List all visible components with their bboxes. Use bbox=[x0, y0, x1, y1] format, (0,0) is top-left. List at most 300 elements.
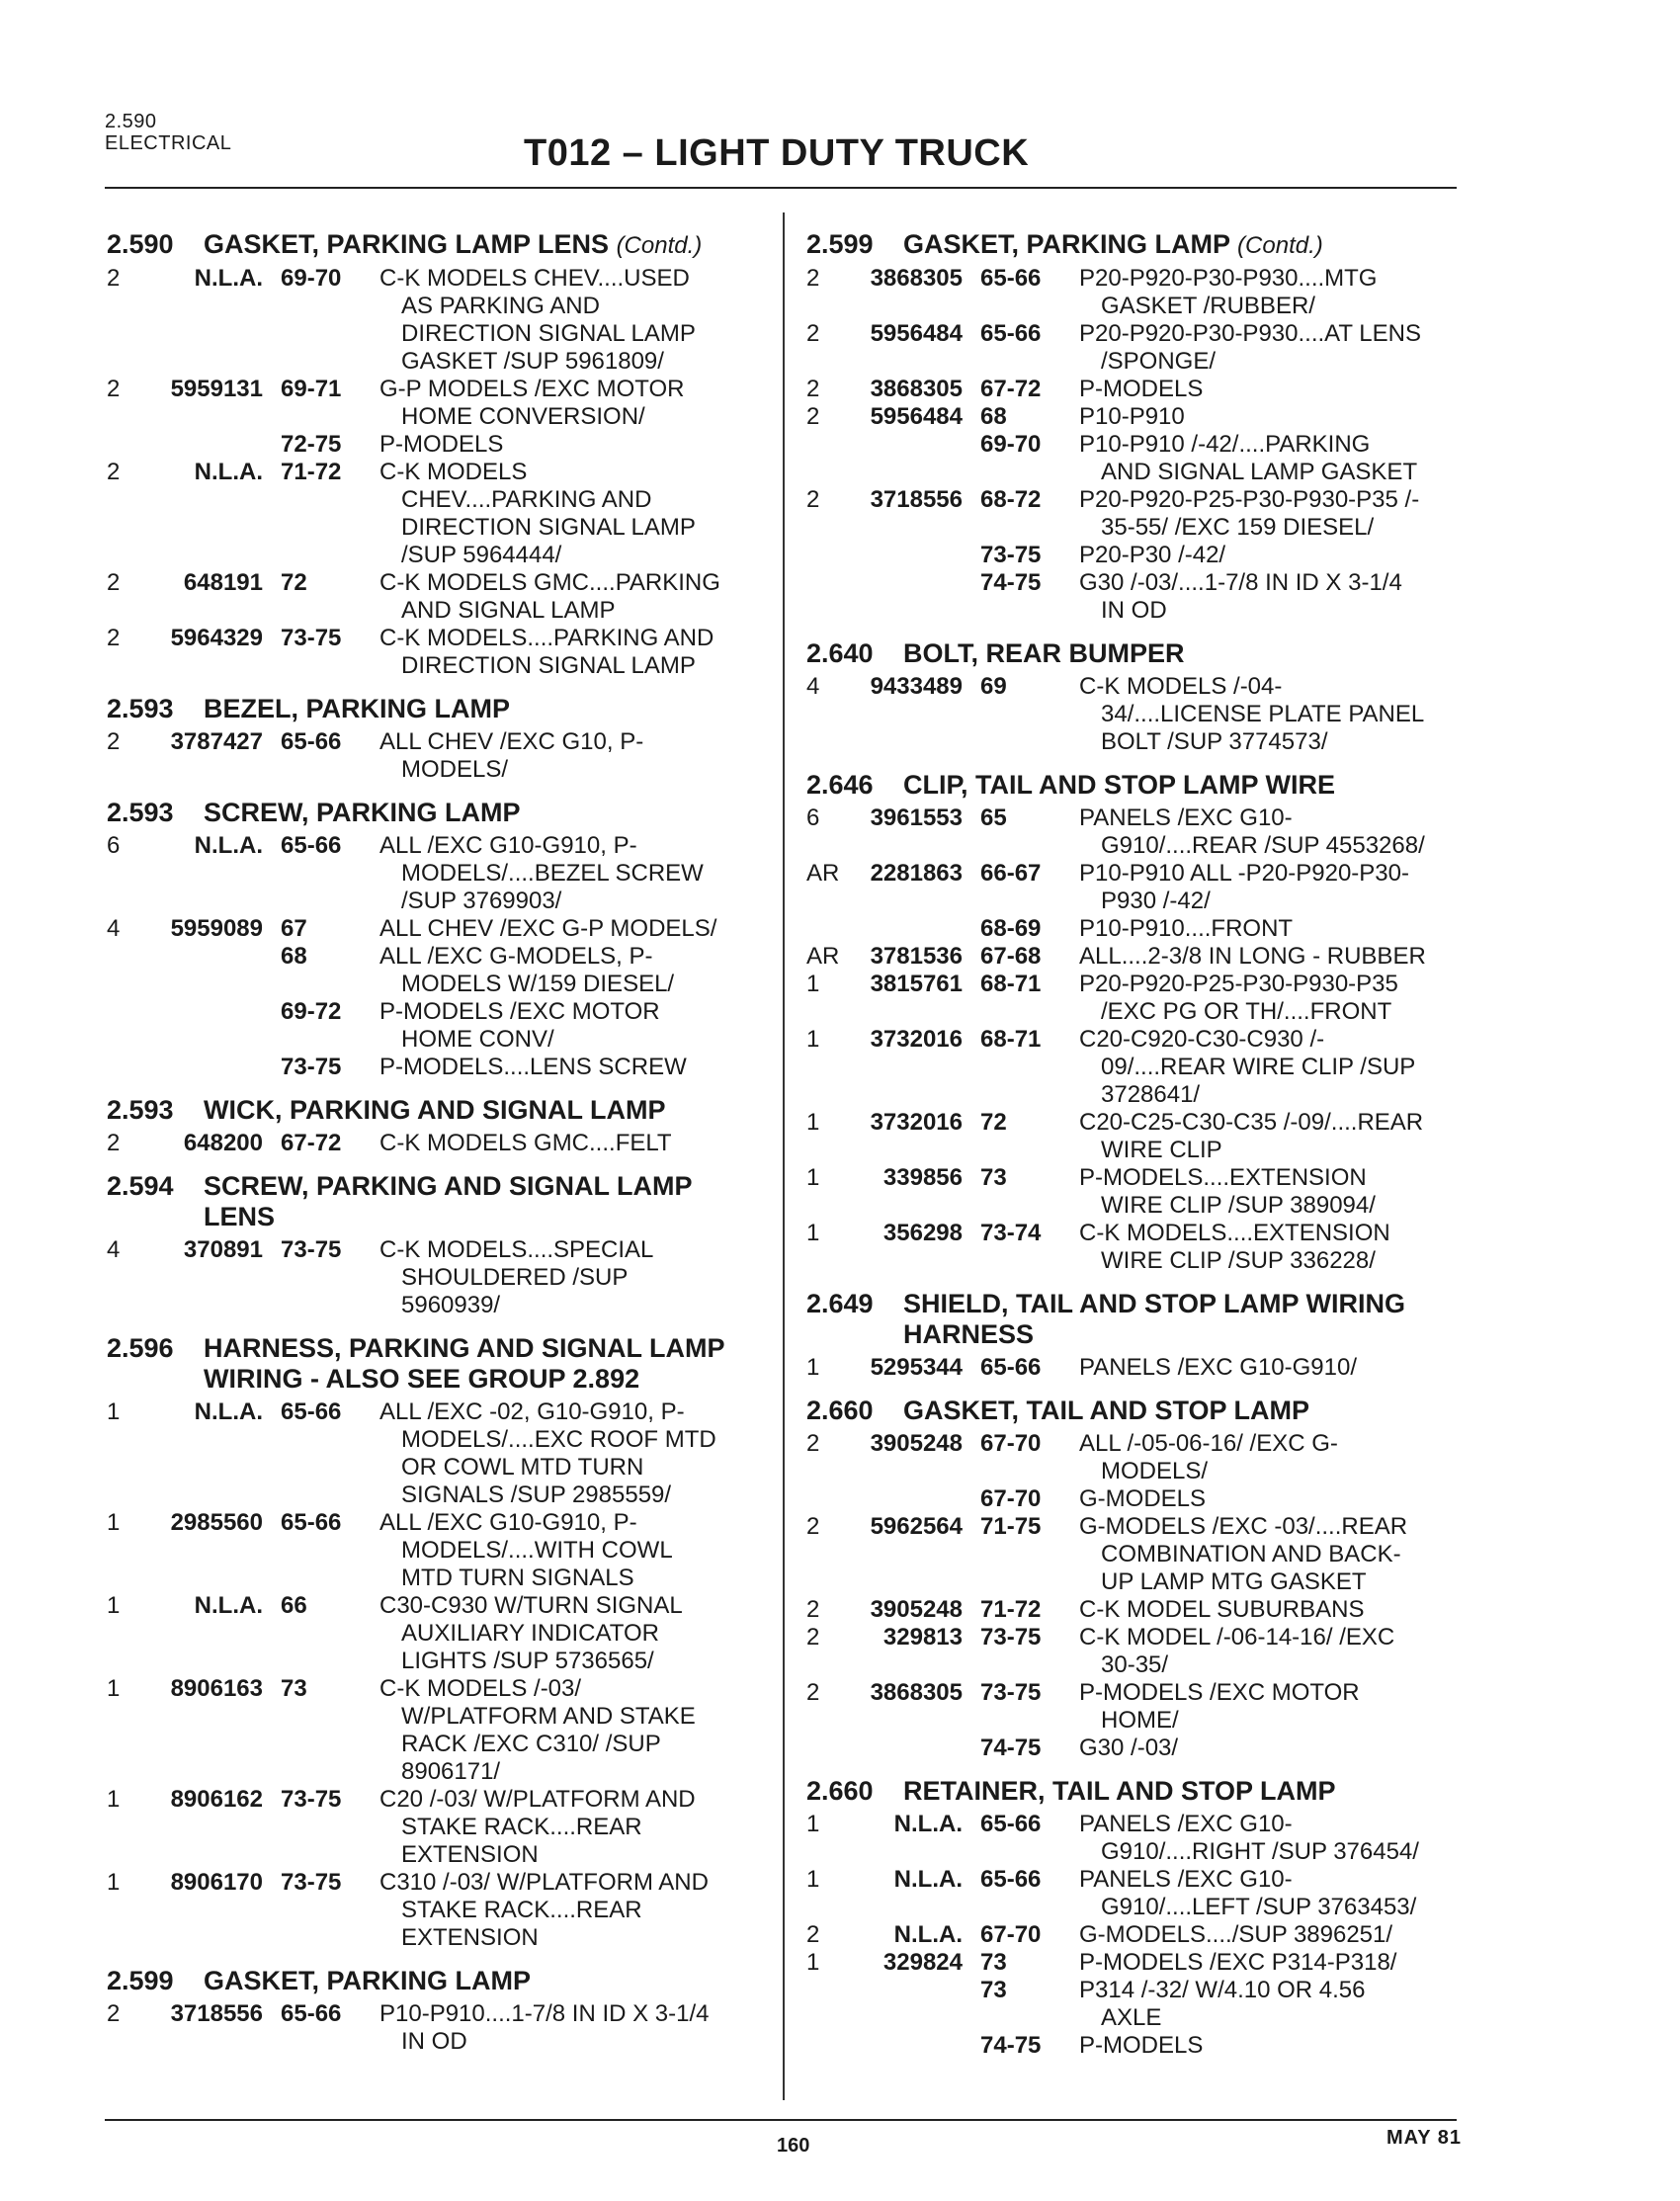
part-row bbox=[107, 943, 769, 998]
description-line: CHEV....PARKING AND bbox=[401, 486, 652, 513]
section-number: 2.646 bbox=[806, 770, 874, 800]
quantity: 1 bbox=[806, 1866, 820, 1893]
section-name-wrap bbox=[204, 229, 769, 261]
part-description bbox=[1079, 2032, 1459, 2060]
description-line: EXTENSION bbox=[401, 1924, 539, 1951]
description-line: C-K MODELS /-03/ bbox=[379, 1675, 582, 1702]
description-line: AND SIGNAL LAMP bbox=[401, 597, 616, 624]
part-description bbox=[379, 1130, 769, 1157]
part-description bbox=[1079, 1220, 1459, 1275]
description-line: P-MODELS bbox=[379, 431, 504, 458]
quantity: 1 bbox=[107, 1592, 121, 1619]
model-years: 72 bbox=[281, 569, 307, 596]
part-row bbox=[107, 1054, 769, 1081]
part-description bbox=[1079, 265, 1459, 320]
quantity: 2 bbox=[107, 728, 121, 755]
page-number: 160 bbox=[777, 2135, 810, 2157]
model-years: 67 bbox=[281, 915, 307, 942]
part-number: 3718556 bbox=[870, 486, 963, 513]
part-number: 8906170 bbox=[170, 1869, 263, 1896]
section-heading bbox=[806, 1289, 1459, 1350]
section-number: 2.660 bbox=[806, 1776, 874, 1806]
part-number bbox=[856, 1485, 980, 1513]
part-row bbox=[107, 1130, 769, 1157]
model-years: 69-70 bbox=[980, 431, 1042, 458]
section-name-wrap bbox=[204, 798, 769, 828]
quantity: 1 bbox=[107, 1675, 121, 1702]
description-line: P10-P910 bbox=[1079, 403, 1185, 430]
part-row bbox=[107, 1786, 769, 1869]
description-line: ALL /EXC G-MODELS, P- bbox=[379, 943, 653, 970]
model-years: 73-75 bbox=[281, 1236, 342, 1263]
description-line: P-MODELS....EXTENSION bbox=[1079, 1164, 1367, 1191]
quantity: 1 bbox=[806, 1220, 820, 1246]
description-line: STAKE RACK....REAR bbox=[401, 1897, 642, 1923]
quantity bbox=[806, 1977, 856, 2032]
part-row bbox=[806, 1624, 1459, 1679]
part-number: 5956484 bbox=[870, 403, 963, 430]
part-description bbox=[1079, 1977, 1459, 2032]
description-line: IN OD bbox=[401, 2028, 467, 2055]
quantity: AR bbox=[806, 943, 840, 970]
description-line: C30-C930 W/TURN SIGNAL bbox=[379, 1592, 683, 1619]
part-row bbox=[806, 1164, 1459, 1220]
model-years: 65-66 bbox=[281, 1509, 342, 1536]
section-heading bbox=[806, 638, 1459, 669]
description-line: 34/....LICENSE PLATE PANEL bbox=[1101, 701, 1425, 727]
quantity bbox=[806, 569, 856, 625]
quantity: 2 bbox=[107, 265, 121, 292]
section-name: GASKET, TAIL AND STOP LAMP bbox=[903, 1396, 1310, 1425]
part-row bbox=[806, 860, 1459, 915]
section-name: BEZEL, PARKING LAMP bbox=[204, 694, 510, 723]
quantity bbox=[107, 998, 156, 1054]
part-description bbox=[1079, 320, 1459, 376]
section-heading bbox=[107, 694, 769, 724]
part-number: 5964329 bbox=[170, 625, 263, 651]
model-years: 68-71 bbox=[980, 1026, 1042, 1053]
part-description bbox=[379, 459, 769, 569]
part-number: N.L.A. bbox=[893, 1866, 963, 1893]
part-number bbox=[856, 569, 980, 625]
part-row bbox=[806, 569, 1459, 625]
quantity: 2 bbox=[107, 569, 121, 596]
part-description bbox=[379, 265, 769, 376]
part-description bbox=[379, 569, 769, 625]
part-number bbox=[856, 2032, 980, 2060]
description-line: AUXILIARY INDICATOR bbox=[401, 1620, 659, 1647]
quantity: 2 bbox=[806, 320, 820, 347]
quantity: 1 bbox=[107, 1509, 121, 1536]
part-description bbox=[1079, 1624, 1459, 1679]
section-number: 2.660 bbox=[806, 1396, 874, 1425]
quantity: 4 bbox=[107, 915, 121, 942]
quantity: 2 bbox=[806, 265, 820, 292]
part-row bbox=[107, 1592, 769, 1675]
part-row bbox=[806, 1596, 1459, 1624]
description-line: G-MODELS /EXC -03/....REAR bbox=[1079, 1513, 1408, 1540]
quantity: 4 bbox=[107, 1236, 121, 1263]
part-row bbox=[806, 1921, 1459, 1949]
part-number: 5959131 bbox=[170, 376, 263, 402]
part-row bbox=[806, 915, 1459, 943]
part-number: 5959089 bbox=[170, 915, 263, 942]
model-years: 73-75 bbox=[281, 1869, 342, 1896]
part-row bbox=[107, 1509, 769, 1592]
part-number: 3868305 bbox=[870, 265, 963, 292]
part-description bbox=[379, 832, 769, 915]
part-description bbox=[1079, 1735, 1459, 1762]
description-line: C-K MODELS....SPECIAL bbox=[379, 1236, 654, 1263]
description-line: WIRE CLIP /SUP 336228/ bbox=[1101, 1247, 1376, 1274]
part-description bbox=[1079, 1485, 1459, 1513]
corner-category: ELECTRICAL bbox=[105, 132, 232, 154]
part-row bbox=[806, 486, 1459, 542]
quantity: 6 bbox=[107, 832, 121, 859]
quantity: 1 bbox=[806, 1164, 820, 1191]
part-row bbox=[806, 1220, 1459, 1275]
section-name-wrap bbox=[903, 638, 1459, 669]
model-years: 65-66 bbox=[980, 320, 1042, 347]
description-line: MODELS/ bbox=[1101, 1458, 1209, 1484]
part-number bbox=[156, 998, 281, 1054]
footer-rule bbox=[105, 2119, 1457, 2121]
part-row bbox=[806, 2032, 1459, 2060]
quantity: 2 bbox=[107, 1130, 121, 1156]
description-line: ALL /-05-06-16/ /EXC G- bbox=[1079, 1430, 1338, 1457]
part-number: 8906162 bbox=[170, 1786, 263, 1813]
part-description bbox=[1079, 971, 1459, 1026]
part-description bbox=[1079, 1026, 1459, 1109]
model-years: 67-68 bbox=[980, 943, 1042, 970]
model-years: 73-75 bbox=[980, 1679, 1042, 1706]
part-row bbox=[806, 1430, 1459, 1485]
part-number: 339856 bbox=[882, 1164, 963, 1191]
section-heading bbox=[107, 1966, 769, 1996]
description-line: COMBINATION AND BACK- bbox=[1101, 1541, 1401, 1567]
model-years: 74-75 bbox=[980, 569, 1042, 596]
model-years: 73 bbox=[980, 1977, 1007, 2003]
section-name: SHIELD, TAIL AND STOP LAMP WIRING HARNESS bbox=[903, 1289, 1406, 1349]
page-title: T012 – LIGHT DUTY TRUCK bbox=[524, 132, 1030, 174]
part-row bbox=[806, 804, 1459, 860]
description-line: WIRE CLIP bbox=[1101, 1137, 1222, 1163]
description-line: BOLT /SUP 3774573/ bbox=[1101, 728, 1328, 755]
section-name: GASKET, PARKING LAMP LENS bbox=[204, 229, 610, 259]
quantity: 4 bbox=[806, 673, 820, 700]
part-number bbox=[856, 542, 980, 569]
section-spacer bbox=[107, 1157, 769, 1167]
part-number: 3868305 bbox=[870, 376, 963, 402]
part-number bbox=[856, 1735, 980, 1762]
part-number: N.L.A. bbox=[194, 1592, 263, 1619]
quantity: 2 bbox=[107, 2000, 121, 2027]
quantity: 2 bbox=[806, 376, 820, 402]
part-number: 3781536 bbox=[870, 943, 963, 970]
section-name-wrap bbox=[903, 229, 1459, 261]
description-line: P20-P920-P30-P930....MTG bbox=[1079, 265, 1378, 292]
description-line: AS PARKING AND bbox=[401, 293, 600, 319]
model-years: 73 bbox=[281, 1675, 307, 1702]
description-line: SIGNALS /SUP 2985559/ bbox=[401, 1481, 672, 1508]
description-line: C20-C25-C30-C35 /-09/....REAR bbox=[1079, 1109, 1424, 1136]
part-description bbox=[379, 943, 769, 998]
model-years: 68-72 bbox=[980, 486, 1042, 513]
model-years: 67-70 bbox=[980, 1921, 1042, 1948]
part-description bbox=[1079, 1679, 1459, 1735]
description-line: P-MODELS bbox=[1079, 2032, 1204, 2059]
section-corner-label bbox=[105, 111, 231, 154]
section-number: 2.596 bbox=[107, 1333, 174, 1363]
quantity: 2 bbox=[806, 486, 820, 513]
part-number bbox=[156, 1054, 281, 1081]
description-line: P10-P910....FRONT bbox=[1079, 915, 1294, 942]
part-number bbox=[856, 915, 980, 943]
model-years: 65-66 bbox=[281, 832, 342, 859]
description-line: 35-55/ /EXC 159 DIESEL/ bbox=[1101, 514, 1375, 541]
description-line: EXTENSION bbox=[401, 1841, 539, 1868]
header-rule bbox=[105, 187, 1457, 189]
part-number bbox=[856, 1977, 980, 2032]
model-years: 72-75 bbox=[281, 431, 342, 458]
description-line: P20-P920-P25-P30-P930-P35 /- bbox=[1079, 486, 1420, 513]
part-number: 648191 bbox=[183, 569, 263, 596]
description-line: G-P MODELS /EXC MOTOR bbox=[379, 376, 685, 402]
left-column bbox=[107, 225, 769, 2066]
description-line: /EXC PG OR TH/....FRONT bbox=[1101, 998, 1392, 1025]
quantity: 2 bbox=[806, 1624, 820, 1651]
description-line: RACK /EXC C310/ /SUP bbox=[401, 1731, 661, 1757]
model-years: 67-70 bbox=[980, 1430, 1042, 1457]
part-description bbox=[1079, 1430, 1459, 1485]
part-row bbox=[107, 2000, 769, 2056]
section-number: 2.599 bbox=[806, 229, 874, 259]
part-description bbox=[1079, 1596, 1459, 1624]
part-row bbox=[806, 1354, 1459, 1382]
model-years: 73-75 bbox=[281, 1054, 342, 1080]
quantity: 1 bbox=[107, 1786, 121, 1813]
description-line: C20-C920-C30-C930 /- bbox=[1079, 1026, 1325, 1053]
part-row bbox=[806, 1513, 1459, 1596]
description-line: P930 /-42/ bbox=[1101, 888, 1211, 914]
quantity: 6 bbox=[806, 804, 820, 831]
description-line: G30 /-03/....1-7/8 IN ID X 3-1/4 bbox=[1079, 569, 1402, 596]
description-line: G910/....REAR /SUP 4553268/ bbox=[1101, 832, 1425, 859]
part-row bbox=[806, 971, 1459, 1026]
description-line: SHOULDERED /SUP bbox=[401, 1264, 629, 1291]
description-line: STAKE RACK....REAR bbox=[401, 1814, 642, 1840]
part-description bbox=[379, 1786, 769, 1869]
section-heading bbox=[107, 229, 769, 261]
quantity bbox=[806, 542, 856, 569]
part-description bbox=[1079, 569, 1459, 625]
description-line: /SPONGE/ bbox=[1101, 348, 1217, 375]
part-description bbox=[379, 998, 769, 1054]
section-name-wrap bbox=[903, 1289, 1459, 1350]
part-number: N.L.A. bbox=[194, 265, 263, 292]
part-row bbox=[107, 1398, 769, 1509]
part-description bbox=[1079, 673, 1459, 756]
description-line: C-K MODELS bbox=[379, 459, 528, 485]
section-number: 2.599 bbox=[107, 1966, 174, 1995]
part-number: 356298 bbox=[882, 1220, 963, 1246]
part-number: 329824 bbox=[882, 1949, 963, 1976]
model-years: 71-75 bbox=[980, 1513, 1042, 1540]
column-divider bbox=[783, 212, 785, 2100]
section-name: RETAINER, TAIL AND STOP LAMP bbox=[903, 1776, 1336, 1806]
corner-section-number: 2.590 bbox=[105, 111, 157, 132]
part-description bbox=[1079, 1811, 1459, 1866]
part-row bbox=[107, 1236, 769, 1319]
quantity bbox=[107, 943, 156, 998]
description-line: P10-P910 ALL -P20-P920-P30- bbox=[1079, 860, 1409, 887]
model-years: 65-66 bbox=[980, 265, 1042, 292]
description-line: P-MODELS /EXC MOTOR bbox=[379, 998, 660, 1025]
description-line: P-MODELS....LENS SCREW bbox=[379, 1054, 687, 1080]
part-description bbox=[1079, 403, 1459, 431]
model-years: 65-66 bbox=[281, 728, 342, 755]
quantity: 1 bbox=[806, 1949, 820, 1976]
quantity: 2 bbox=[806, 1430, 820, 1457]
quantity: 1 bbox=[806, 1811, 820, 1837]
section-name: CLIP, TAIL AND STOP LAMP WIRE bbox=[903, 770, 1336, 800]
description-line: C310 /-03/ W/PLATFORM AND bbox=[379, 1869, 709, 1896]
description-line: MTD TURN SIGNALS bbox=[401, 1565, 634, 1591]
quantity: 2 bbox=[806, 1921, 820, 1948]
section-spacer bbox=[806, 1762, 1459, 1772]
description-line: HOME/ bbox=[1101, 1707, 1179, 1734]
model-years: 73-75 bbox=[980, 1624, 1042, 1651]
part-description bbox=[379, 2000, 769, 2056]
model-years: 74-75 bbox=[980, 2032, 1042, 2059]
quantity bbox=[806, 2032, 856, 2060]
part-row bbox=[806, 542, 1459, 569]
part-number: 3732016 bbox=[870, 1026, 963, 1053]
quantity: 1 bbox=[806, 1109, 820, 1136]
continued-label: (Contd.) bbox=[616, 232, 703, 259]
section-spacer bbox=[806, 625, 1459, 635]
model-years: 68 bbox=[281, 943, 307, 970]
description-line: C-K MODELS....EXTENSION bbox=[1079, 1220, 1390, 1246]
part-description bbox=[379, 1509, 769, 1592]
part-description bbox=[379, 1398, 769, 1509]
model-years: 69 bbox=[980, 673, 1007, 700]
section-name: SCREW, PARKING LAMP bbox=[204, 798, 521, 827]
part-row bbox=[107, 728, 769, 784]
part-description bbox=[1079, 1949, 1459, 1977]
part-row bbox=[806, 1026, 1459, 1109]
section-spacer bbox=[107, 1081, 769, 1091]
section-spacer bbox=[806, 2060, 1459, 2070]
part-description bbox=[379, 431, 769, 459]
description-line: W/PLATFORM AND STAKE bbox=[401, 1703, 696, 1730]
section-name: SCREW, PARKING AND SIGNAL LAMP LENS bbox=[204, 1171, 693, 1231]
quantity: 2 bbox=[107, 625, 121, 651]
model-years: 73-74 bbox=[980, 1220, 1042, 1246]
description-line: ALL /EXC G10-G910, P- bbox=[379, 832, 637, 859]
model-years: 67-70 bbox=[980, 1485, 1042, 1512]
description-line: P-MODELS /EXC MOTOR bbox=[1079, 1679, 1360, 1706]
description-line: PANELS /EXC G10- bbox=[1079, 1811, 1293, 1837]
part-row bbox=[806, 1109, 1459, 1164]
description-line: G-MODELS bbox=[1079, 1485, 1207, 1512]
model-years: 67-72 bbox=[980, 376, 1042, 402]
revision-date: MAY 81 bbox=[1386, 2127, 1463, 2149]
section-heading bbox=[806, 229, 1459, 261]
description-line: P-MODELS /EXC P314-P318/ bbox=[1079, 1949, 1397, 1976]
model-years: 68 bbox=[980, 403, 1007, 430]
model-years: 67-72 bbox=[281, 1130, 342, 1156]
description-line: AXLE bbox=[1101, 2004, 1162, 2031]
quantity: 2 bbox=[107, 459, 121, 485]
description-line: ALL /EXC G10-G910, P- bbox=[379, 1509, 637, 1536]
section-heading bbox=[107, 798, 769, 828]
part-row bbox=[107, 265, 769, 376]
part-row bbox=[806, 1866, 1459, 1921]
part-description bbox=[1079, 542, 1459, 569]
part-description bbox=[1079, 376, 1459, 403]
model-years: 73-75 bbox=[281, 1786, 342, 1813]
section-number: 2.593 bbox=[107, 694, 174, 723]
part-description bbox=[1079, 1866, 1459, 1921]
part-number: 3905248 bbox=[870, 1430, 963, 1457]
model-years: 73 bbox=[980, 1949, 1007, 1976]
part-row bbox=[107, 832, 769, 915]
part-number bbox=[856, 431, 980, 486]
part-number: 3732016 bbox=[870, 1109, 963, 1136]
part-number: 329813 bbox=[882, 1624, 963, 1651]
section-spacer bbox=[107, 680, 769, 690]
part-number: N.L.A. bbox=[194, 459, 263, 485]
part-row bbox=[107, 998, 769, 1054]
part-number: 2985560 bbox=[170, 1509, 263, 1536]
part-number bbox=[156, 943, 281, 998]
section-name-wrap bbox=[204, 1333, 769, 1395]
part-description bbox=[379, 1592, 769, 1675]
part-row bbox=[806, 1811, 1459, 1866]
description-line: HOME CONV/ bbox=[401, 1026, 554, 1053]
description-line: P-MODELS bbox=[1079, 376, 1204, 402]
part-description bbox=[379, 1869, 769, 1952]
description-line: DIRECTION SIGNAL LAMP bbox=[401, 514, 696, 541]
description-line: 5960939/ bbox=[401, 1292, 501, 1318]
description-line: G910/....RIGHT /SUP 376454/ bbox=[1101, 1838, 1419, 1865]
model-years: 69-70 bbox=[281, 265, 342, 292]
part-number: 9433489 bbox=[870, 673, 963, 700]
part-number: 5962564 bbox=[870, 1513, 963, 1540]
quantity bbox=[806, 431, 856, 486]
description-line: P10-P910....1-7/8 IN ID X 3-1/4 bbox=[379, 2000, 710, 2027]
description-line: PANELS /EXC G10- bbox=[1079, 804, 1293, 831]
part-row bbox=[107, 459, 769, 569]
section-spacer bbox=[107, 2056, 769, 2066]
description-line: MODELS/....EXC ROOF MTD bbox=[401, 1426, 716, 1453]
model-years: 73-75 bbox=[281, 625, 342, 651]
part-number: 3961553 bbox=[870, 804, 963, 831]
description-line: C-K MODEL /-06-14-16/ /EXC bbox=[1079, 1624, 1395, 1651]
part-description bbox=[1079, 1164, 1459, 1220]
description-line: /SUP 3769903/ bbox=[401, 888, 562, 914]
quantity bbox=[806, 1735, 856, 1762]
description-line: ALL /EXC -02, G10-G910, P- bbox=[379, 1398, 685, 1425]
part-description bbox=[379, 1236, 769, 1319]
description-line: 09/....REAR WIRE CLIP /SUP bbox=[1101, 1054, 1416, 1080]
part-number bbox=[156, 431, 281, 459]
description-line: C20 /-03/ W/PLATFORM AND bbox=[379, 1786, 696, 1813]
description-line: MODELS/....BEZEL SCREW bbox=[401, 860, 704, 887]
description-line: /SUP 5964444/ bbox=[401, 542, 562, 568]
model-years: 68-71 bbox=[980, 971, 1042, 997]
